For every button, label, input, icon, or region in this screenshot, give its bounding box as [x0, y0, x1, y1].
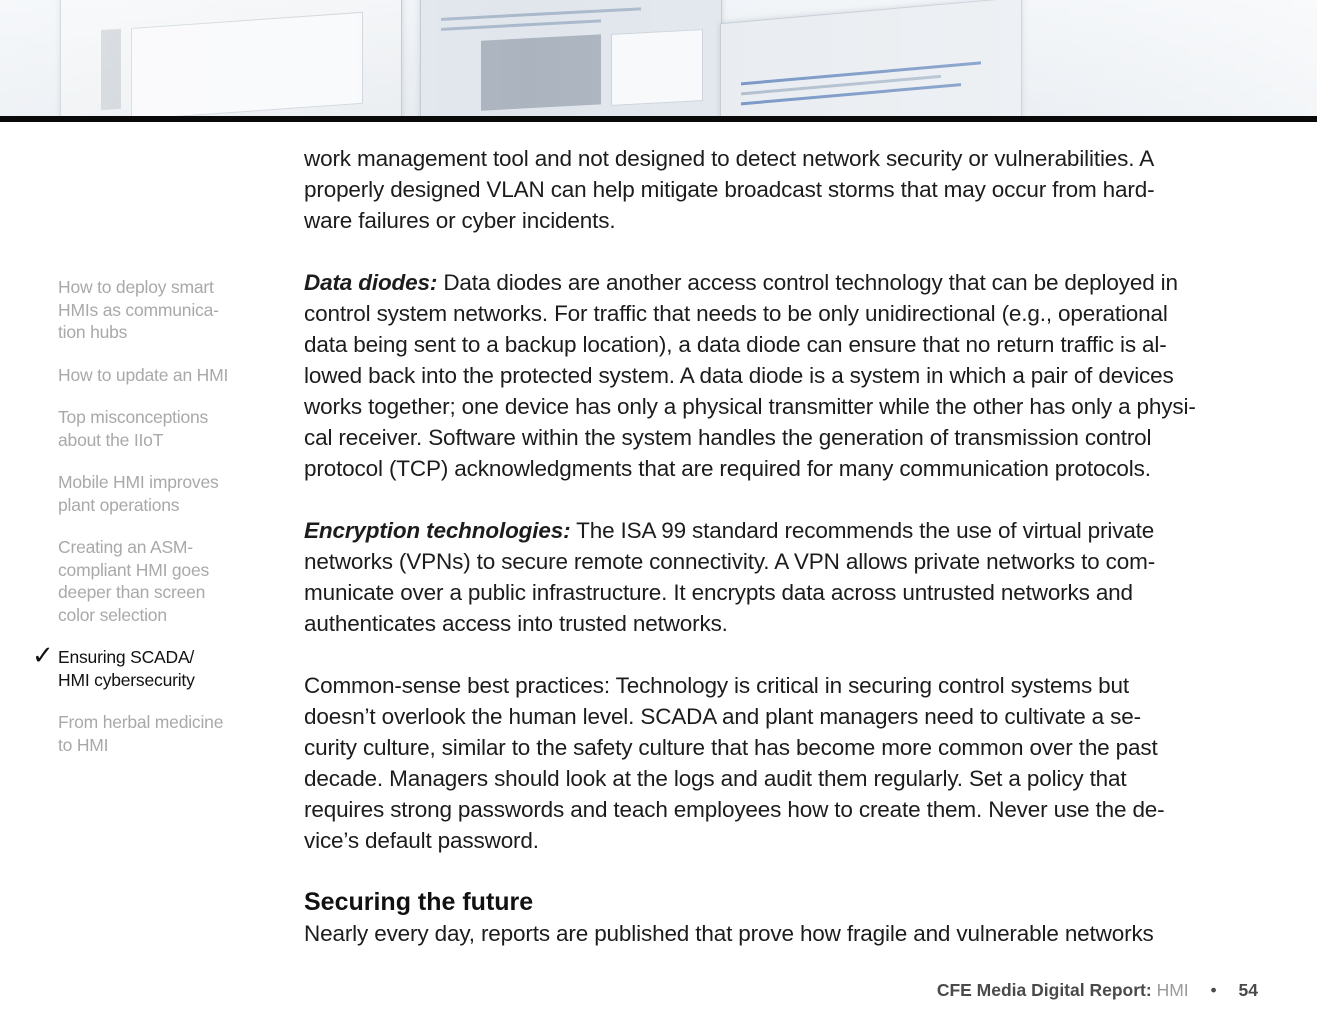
footer-topic: HMI [1156, 980, 1189, 1000]
header-banner [0, 0, 1317, 116]
sidebar-item-label: How to update an HMI [58, 364, 229, 385]
page-footer [937, 979, 1258, 1001]
sidebar-item-deploy-smart-hmis[interactable] [58, 276, 258, 344]
section-heading: Securing the future [304, 888, 534, 916]
header-rule [0, 116, 1317, 122]
sidebar-nav [32, 276, 258, 776]
paragraph-data-diodes [304, 267, 1264, 484]
sidebar-item-label: From herbal medicine to HMI [58, 712, 224, 755]
paragraph-vlan: work management tool and not designed to detect network security or vulnerabilities. A properly designed VLAN can help mitigate broadcast storms that may occur from hard- ware failures or cyber incidents. [304, 146, 1155, 233]
paragraph-lead: Encryption technologies: [304, 518, 571, 543]
paragraph-securing-future: Nearly every day, reports are published that prove how fragile and vulnerable networks [304, 921, 1154, 946]
sidebar-item-mobile-hmi[interactable] [58, 471, 258, 516]
banner-overlay [0, 0, 1317, 116]
footer-brand: CFE Media Digital Report: [936, 980, 1152, 1000]
sidebar-item-iiot-misconceptions[interactable] [58, 406, 258, 451]
paragraph-lead: Data diodes: [304, 270, 438, 295]
paragraph-text: Data diodes are another access control technology that can be deployed in control system networks. For traffic that needs to be only unidirectional (e.g., operational data being sent to a backup location), a data diode can ensure that no return traffic is al- lowed back into the protected system. A data diode is a system in which a pair of devices works together; one device has only a physical transmitter while the other has only a physi- cal receiver. Software within the system handles the generation of transmission control protocol (TCP) acknowledgments that are required for many communication protocols. [304, 270, 1196, 481]
check-icon: ✓ [32, 641, 54, 671]
sidebar-item-label: Ensuring SCADA/ HMI cybersecurity [58, 647, 195, 690]
sidebar-item-label: Creating an ASM- compliant HMI goes deeper than screen color selection [58, 537, 210, 625]
sidebar-item-scada-cybersecurity[interactable] [32, 641, 258, 691]
sidebar-item-asm-compliant-hmi[interactable] [58, 536, 258, 626]
sidebar-item-label: Mobile HMI improves plant operations [58, 472, 219, 515]
sidebar-item-label: How to deploy smart HMIs as communica- tion hubs [58, 277, 219, 342]
paragraph-best-practices: Common-sense best practices: Technology is critical in securing control systems but doesn’t overlook the human level. SCADA and plant managers need to cultivate a se- curity culture, similar to the safety culture that has become more common over the past decade. Managers should look at the logs and audit them regularly. Set a policy that requires strong passwords and teach employees how to create them. Never use the de- vice’s default password. [304, 673, 1165, 853]
page-number: 54 [1238, 980, 1258, 1000]
paragraph-encryption [304, 515, 1264, 639]
paragraph-text: The ISA 99 standard recommends the use of virtual private networks (VPNs) to secure remote connectivity. A VPN allows private networks to com- municate over a public infrastructure. It encrypts data across untrusted networks and authenticates access into trusted networks. [304, 518, 1156, 636]
article-body [304, 143, 1264, 949]
sidebar-item-label: Top misconceptions about the IIoT [58, 407, 209, 450]
sidebar-item-update-hmi[interactable] [58, 364, 258, 387]
sidebar-item-herbal-medicine[interactable] [58, 711, 258, 756]
footer-bullet: • [1210, 980, 1217, 1000]
